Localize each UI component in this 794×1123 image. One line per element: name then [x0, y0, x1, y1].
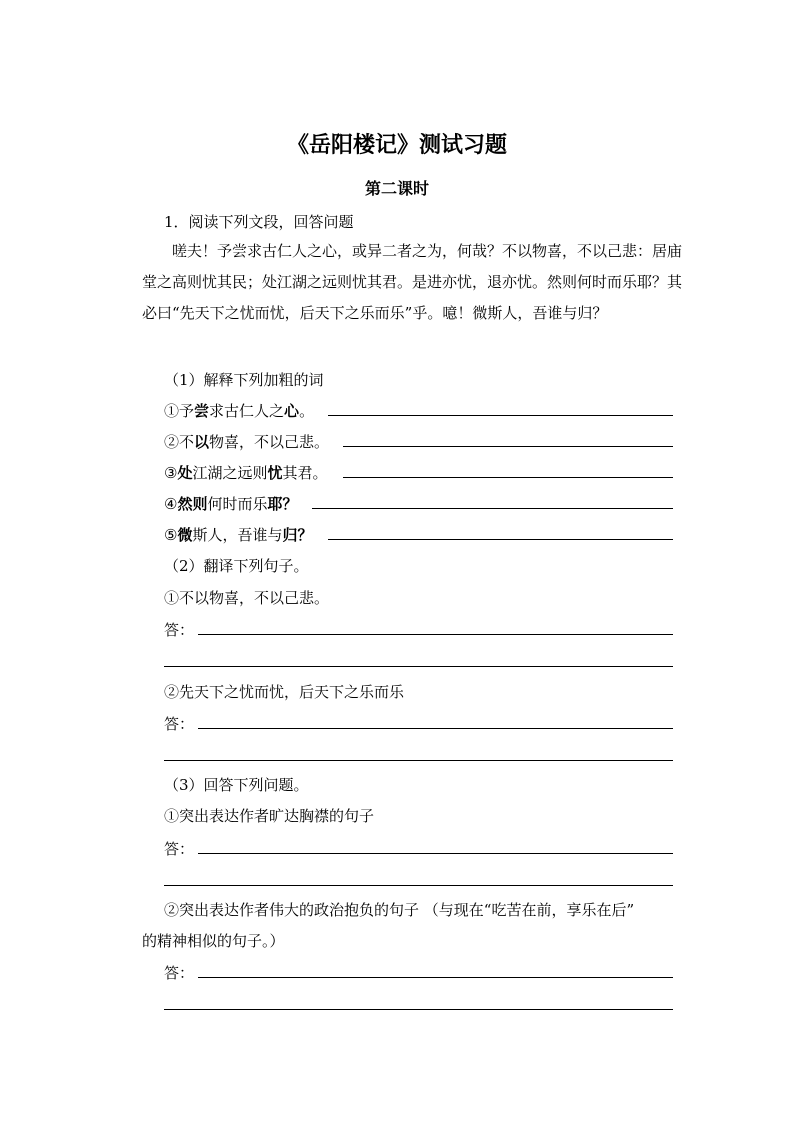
answer-blank-3[interactable] [343, 477, 673, 478]
answer-blank-1[interactable] [328, 415, 673, 416]
answer-label: 答： [164, 715, 195, 733]
page-title: 《岳阳楼记》测试习题 [286, 133, 507, 158]
answer-blank-6a[interactable] [198, 634, 673, 635]
answer-blank-9a[interactable] [198, 977, 673, 978]
part-2-heading: （2）翻译下列句子。 [164, 557, 309, 575]
answer-label: 答： [164, 964, 195, 982]
part-1-item-4: ④然则何时而乐耶？ [164, 495, 298, 513]
answer-blank-4[interactable] [312, 508, 673, 509]
answer-blank-8b[interactable] [164, 885, 673, 886]
answer-blank-6b[interactable] [164, 666, 673, 667]
answer-blank-7a[interactable] [198, 728, 673, 729]
part-2-item-2: ②先天下之忧而忧，后天下之乐而乐 [164, 683, 405, 701]
answer-blank-2[interactable] [343, 446, 673, 447]
answer-blank-7b[interactable] [164, 760, 673, 761]
question-1-passage [142, 236, 682, 329]
part-3-item-2-line-1: ②突出表达作者伟大的政治抱负的句子 （与现在“吃苦在前，享乐在后” [164, 901, 635, 919]
answer-blank-8a[interactable] [198, 853, 673, 854]
part-1-item-2: ②不以物喜，不以己悲。 [164, 433, 330, 451]
part-3-heading: （3）回答下列问题。 [164, 776, 309, 794]
passage-text: 嗟夫！予尝求古仁人之心，或异二者之为，何哉？不以物喜，不以己悲：居庙堂之高则忧其民；处江湖之远则忧其君。是进亦忧，退亦忧。然则何时而乐耶？其必曰“先天下之忧而忧，后天下之乐而乐”乎。噫！微斯人，吾谁与归？ [142, 242, 683, 322]
part-1-item-3: ③处江湖之远则忧其君。 [164, 464, 328, 482]
question-1-heading: 1．阅读下列文段，回答问题 [164, 213, 354, 231]
answer-label: 答： [164, 621, 195, 639]
answer-blank-9b[interactable] [164, 1009, 673, 1010]
part-1-heading: （1）解释下列加粗的词 [164, 371, 324, 389]
part-3-item-2-line-2: 的精神相似的句子。） [142, 932, 285, 950]
part-1-item-1: ①予尝求古仁人之心。 [164, 402, 315, 420]
part-2-item-1: ①不以物喜，不以己悲。 [164, 589, 330, 607]
answer-label: 答： [164, 840, 195, 858]
part-3-item-1: ①突出表达作者旷达胸襟的句子 [164, 807, 375, 825]
answer-blank-5[interactable] [328, 539, 673, 540]
page-subtitle: 第二课时 [364, 179, 429, 198]
part-1-item-5: ⑤微斯人，吾谁与归？ [164, 526, 313, 544]
